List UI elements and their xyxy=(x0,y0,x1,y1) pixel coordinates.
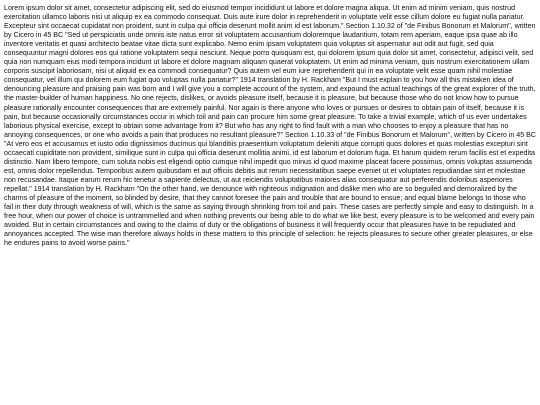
body-paragraph: Lorem ipsum dolor sit amet, consectetur adipiscing elit, sed do eiusmod tempor incididunt ut labore et dolore magna aliqua. Ut enim ad minim veniam, quis nostrud exercitation ullamco laboris nisi ut aliquip ex ea commodo consequat. Duis aute irure dolor in reprehenderit in voluptate velit esse cillum dolore eu fugiat nulla pariatur. Excepteur sint occaecat cupidatat non proident, sunt in culpa qui officia deserunt mollit anim id est laborum." Section 1.10.32 of "de Finibus Bonorum et Malorum", written by Cicero in 45 BC "Sed ut perspiciatis unde omnis iste natus error sit voluptatem accusantium doloremque laudantium, totam rem aperiam, eaque ipsa quae ab illo inventore veritatis et quasi architecto beatae vitae dicta sunt explicabo. Nemo enim ipsam voluptatem quia voluptas sit aspernatur aut odit aut fugit, sed quia consequuntur magni dolores eos qui ratione voluptatem sequi nesciunt. Neque porro quisquam est, qui dolorem ipsum quia dolor sit amet, consectetur, adipisci velit, sed quia non numquam eius modi tempora incidunt ut labore et dolore magnam aliquam quaerat voluptatem. Ut enim ad minima veniam, quis nostrum exercitationem ullam corporis suscipit laboriosam, nisi ut aliquid ex ea commodi consequatur? Quis autem vel eum iure reprehenderit qui in ea voluptate velit esse quam nihil molestiae consequatur, vel illum qui dolorem eum fugiat quo voluptas nulla pariatur?" 1914 translation by H. Rackham "But I must explain to you how all this mistaken idea of denouncing pleasure and praising pain was born and I will give you a complete account of the system, and expound the actual teachings of the great explorer of the truth, the master-builder of human happiness. No one rejects, dislikes, or avoids pleasure itself, because it is pleasure, but because those who do not know how to pursue pleasure rationally encounter consequences that are extremely painful. Nor again is there anyone who loves or pursues or desires to obtain pain of itself, because it is pain, but because occasionally circumstances occur in which toil and pain can procure him some great pleasure. To take a trivial example, which of us ever undertakes laborious physical exercise, except to obtain some advantage from it? But who has any right to find fault with a man who chooses to enjoy a pleasure that has no annoying consequences, or one who avoids a pain that produces no resultant pleasure?" Section 1.10.33 of "de Finibus Bonorum et Malorum", written by Cicero in 45 BC "At vero eos et accusamus et iusto odio dignissimos ducimus qui blanditiis praesentium voluptatum deleniti atque corrupti quos dolores et quas molestias excepturi sint occaecati cupiditate non provident, similique sunt in culpa qui officia deserunt mollitia animi, id est laborum et dolorum fuga. Et harum quidem rerum facilis est et expedita distinctio. Nam libero tempore, cum soluta nobis est eligendi optio cumque nihil impedit quo minus id quod maxime placeat facere possimus, omnis voluptas assumenda est, omnis dolor repellendus. Temporibus autem quibusdam et aut officiis debitis aut rerum necessitatibus saepe eveniet ut et voluptates repudiandae sint et molestiae non recusandae. Itaque earum rerum hic tenetur a sapiente delectus, ut aut reiciendis voluptatibus maiores alias consequatur aut perferendis doloribus asperiores repellat." 1914 translation by H. Rackham "On the other hand, we denounce with righteous indignation and dislike men who are so beguiled and demoralized by the charms of pleasure of the moment, so blinded by desire, that they cannot foresee the pain and trouble that are bound to ensue; and equal blame belongs to those who fail in their duty through weakness of will, which is the same as saying through shrinking from toil and pain. These cases are perfectly simple and easy to distinguish. In a free hour, when our power of choice is untrammelled and when nothing prevents our being able to do what we like best, every pleasure is to be welcomed and every pain avoided. But in certain circumstances and owing to the claims of duty or the obligations of business it will frequently occur that pleasures have to be repudiated and annoyances accepted. The wise man therefore always holds in these matters to this principle of selection: he rejects pleasures to secure other greater pleasures, or else he endures pains to avoid worse pains." xyxy=(4,4,537,248)
